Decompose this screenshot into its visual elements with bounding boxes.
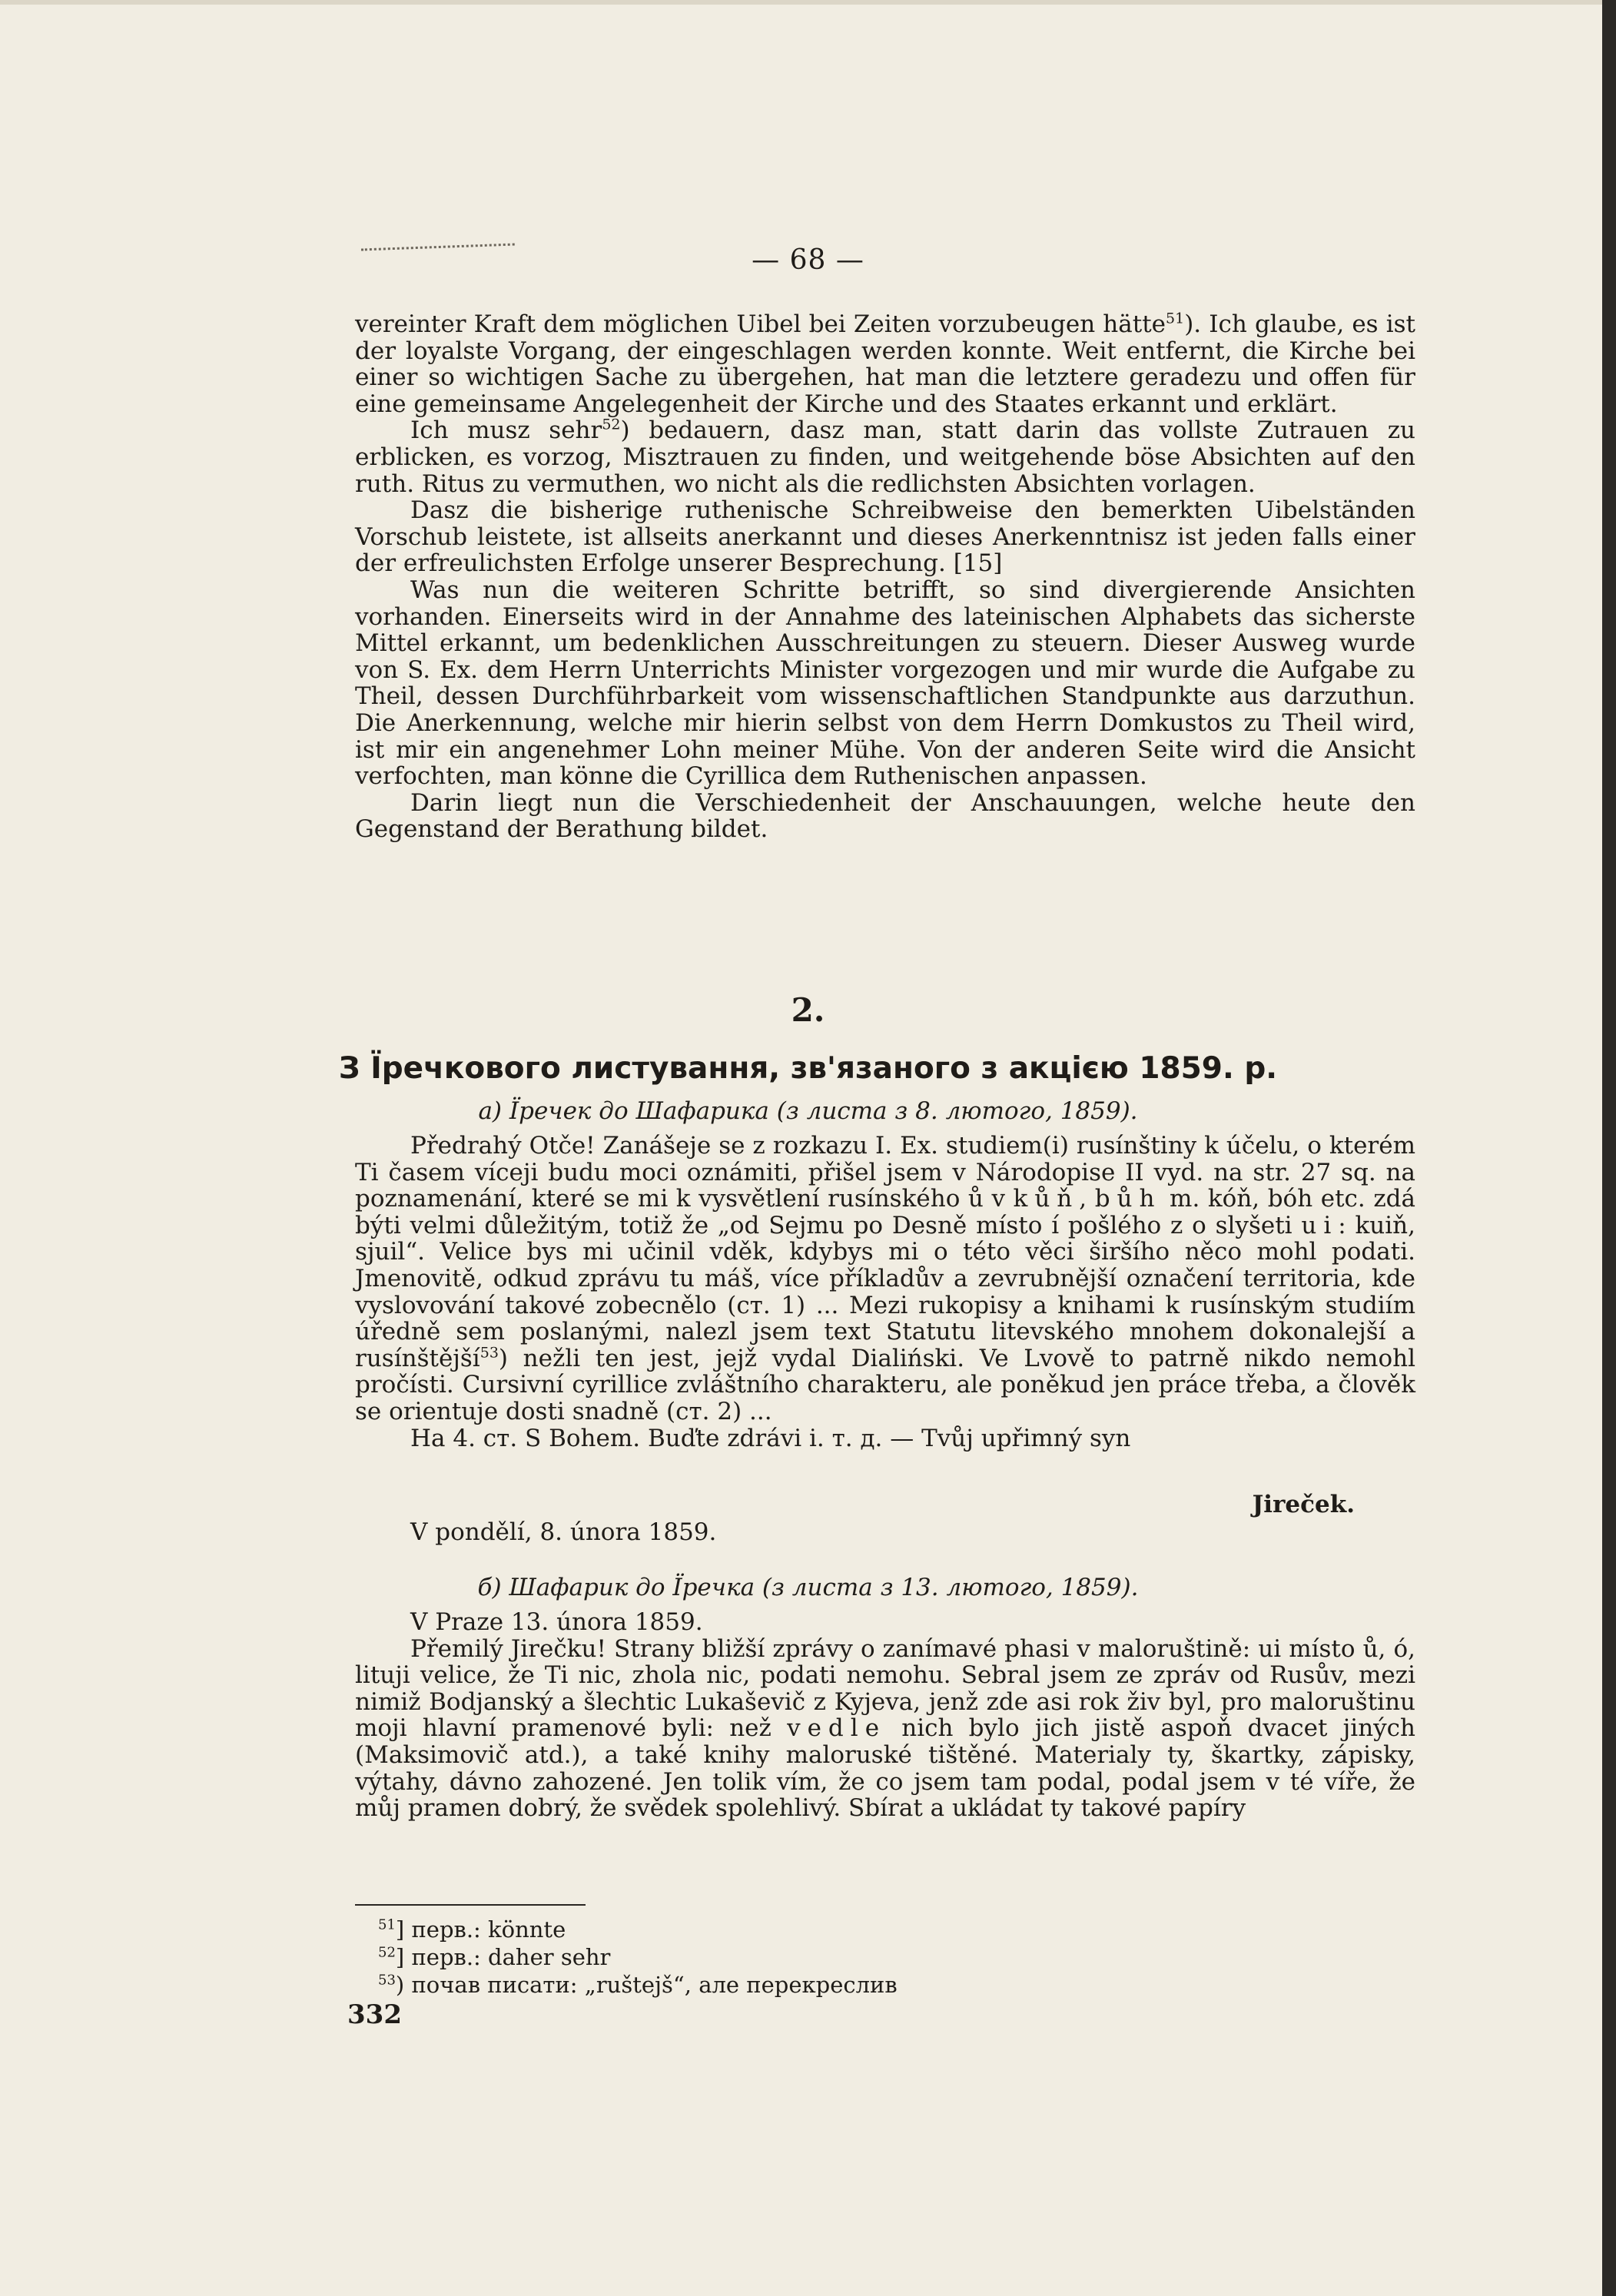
folio-number: 332 <box>347 1999 402 2030</box>
footnote-52: $^{52}$] перв.: daher sehr <box>378 1944 611 1970</box>
letter-a-closing: На 4. ст. S Bohem. Buďte zdrávi і. т. д. — Tvůj upřimný syn <box>410 1424 1131 1452</box>
paragraph-2: Ich musz sehr$^{52}$) bedauern, dasz man, statt darin das vollste Zutrauen zu erblicken, es vorzog, Misztrauen zu finden, und weitgehende böse Absichten auf den ruth. Ritus zu vermuthen, wo nicht als die redlichsten Absichten vorlagen. <box>355 416 1415 498</box>
footnote-53: $^{53}$) почав писати: „ruštejš“, але перекреслив <box>378 1972 898 1998</box>
page-number: — 68 — <box>752 244 864 276</box>
paragraph-5: Darin liegt nun die Verschiedenheit der Anschauungen, welche heute den Gegenstand der Berathung bildet. <box>355 788 1415 844</box>
footnote-rule <box>355 1904 586 1906</box>
letter-a-body <box>355 1133 1415 1452</box>
letter-a-signature: Jireček. <box>1252 1491 1355 1518</box>
footnote-ref-52[interactable]: 52 <box>602 416 621 434</box>
section-title: З Їречкового листування, зв'язаного з акцією 1859. р. <box>338 1051 1278 1086</box>
letter-b-paragraph: Přemilý Jirečku! Strany bližší zprávy o zanímavé phasi v maloruštině: ui místo ů, ó, lituji velice, že Ti nic, zhola nic, podati nemohu. Sebral jsem ze zpráv od Rusův, mezi nimiž Bodjanský a šlechtic Lukaševič z Kyjeva, jenž zde asi rok živ byl, pro maloruštinu moji hlavní pramenové byli: než vedle nich bylo jich jistě aspoň dvacet jiných (Maksimovič atd.), a také knihy maloruské tištěné. Materialy ty, škartky, zápisky, výtahy, dávno zahozené. Jen tolik vím, že co jsem tam podal, podal jsem v té víře, že můj pramen dobrý, že svědek spolehlivý. Sbírat a ukládat ty takové papíry <box>355 1634 1415 1823</box>
footnote-ref-53[interactable]: 53 <box>479 1344 499 1362</box>
letter-a-date: V pondělí, 8. února 1859. <box>410 1518 717 1546</box>
letter-b-body <box>355 1609 1415 1822</box>
paragraph-1: vereinter Kraft dem möglichen Uibel bei Zeiten vorzubeugen hätte$^{51}$). Ich glaube, es ist der loyalste Vorgang, der eingeschlagen werden konnte. Weit entfernt, die Kirche bei einer so wichtigen Sache zu übergehen, hat man die letztere geradezu und offen für eine gemeinsame Angelegenheit der Kirche und des Staates erkannt und erklärt. <box>355 310 1415 418</box>
scan-right-edge <box>1602 0 1616 2296</box>
paragraph-3: Dasz die bisherige ruthenische Schreibweise den bemerkten Uibelständen Vorschub leistete, ist allseits anerkannt und dieses Anerkenntnisz ist jeden falls einer der erfreulichsten Erfolge unserer Besprechung. [15] <box>355 496 1415 578</box>
german-text-block <box>355 311 1415 843</box>
letter-a-heading: а) Їречек до Шафарика (з листа з 8. лютого, 1859). <box>478 1097 1138 1125</box>
footnote-51: $^{51}$] перв.: könnte <box>378 1916 566 1943</box>
section-number: 2. <box>791 991 825 1029</box>
paragraph-4: Was nun die weiteren Schritte betrifft, so sind divergierende Ansichten vorhanden. Einerseits wird in der Annahme des lateinischen Alphabets das sicherste Mittel erkannt, um bedenklichen Ausschreitungen zu steuern. Dieser Ausweg wurde von S. Ex. dem Herrn Unterrichts Minister vorgezogen und mir wurde die Aufgabe zu Theil, dessen Durchführbarkeit vom wissenschaftlichen Standpunkte aus darzuthun. Die Anerkennung, welche mir hierin selbst von dem Herrn Domkustos zu Theil wird, ist mir ein angenehmer Lohn meiner Mühe. Von der anderen Seite wird die Ansicht verfochten, man könne die Cyrillica dem Ruthenischen anpassen. <box>355 576 1415 791</box>
page-top-edge <box>0 0 1616 5</box>
letter-b-heading: б) Шафарик до Їречка (з листа з 13. лютого, 1859). <box>477 1574 1139 1601</box>
footnote-ref-51[interactable]: 51 <box>1166 310 1185 327</box>
letter-a-paragraph: Předrahý Otče! Zanášeje se z rozkazu I. Ex. studiem(i) rusínštiny k účelu, o kterém Ti časem víceji budu moci oznámiti, přišel jsem v Národopise II vyd. na str. 27 sq. na poznamenání, které se mi k vysvětlení rusínského ů v kůň, bůh m. kóň, bóh etc. zdá býti velmi důležitým, totiž že „od Sejmu po Desně místo í pošlého z o slyšeti ui: kuiň, sjuil“. Velice bys mi učinil vděk, kdybys mi o této věci širšího něco mohl podati. Jmenovitě, odkud zprávu tu máš, více příkladův a zevrubnější označení territoria, kde vyslovování takové zobecnělo (ст. 1) ... Mezi rukopisy a knihami k rusínským studiím úředně sem poslanými, nalezl jsem text Statutu litevského mnohem dokonalejší a rusínštější$^{53}$) nežli ten jest, jejž vydal Dialiński. Ve Lvově to patrně nikdo nemohl pročísti. Cursivní cyrillice zvláštního charakteru, ale poněkud jen práce třeba, a člověk se orientuje dosti snadně (ст. 2) ... <box>355 1132 1415 1425</box>
letter-b-place-date: V Praze 13. února 1859. <box>410 1608 703 1636</box>
